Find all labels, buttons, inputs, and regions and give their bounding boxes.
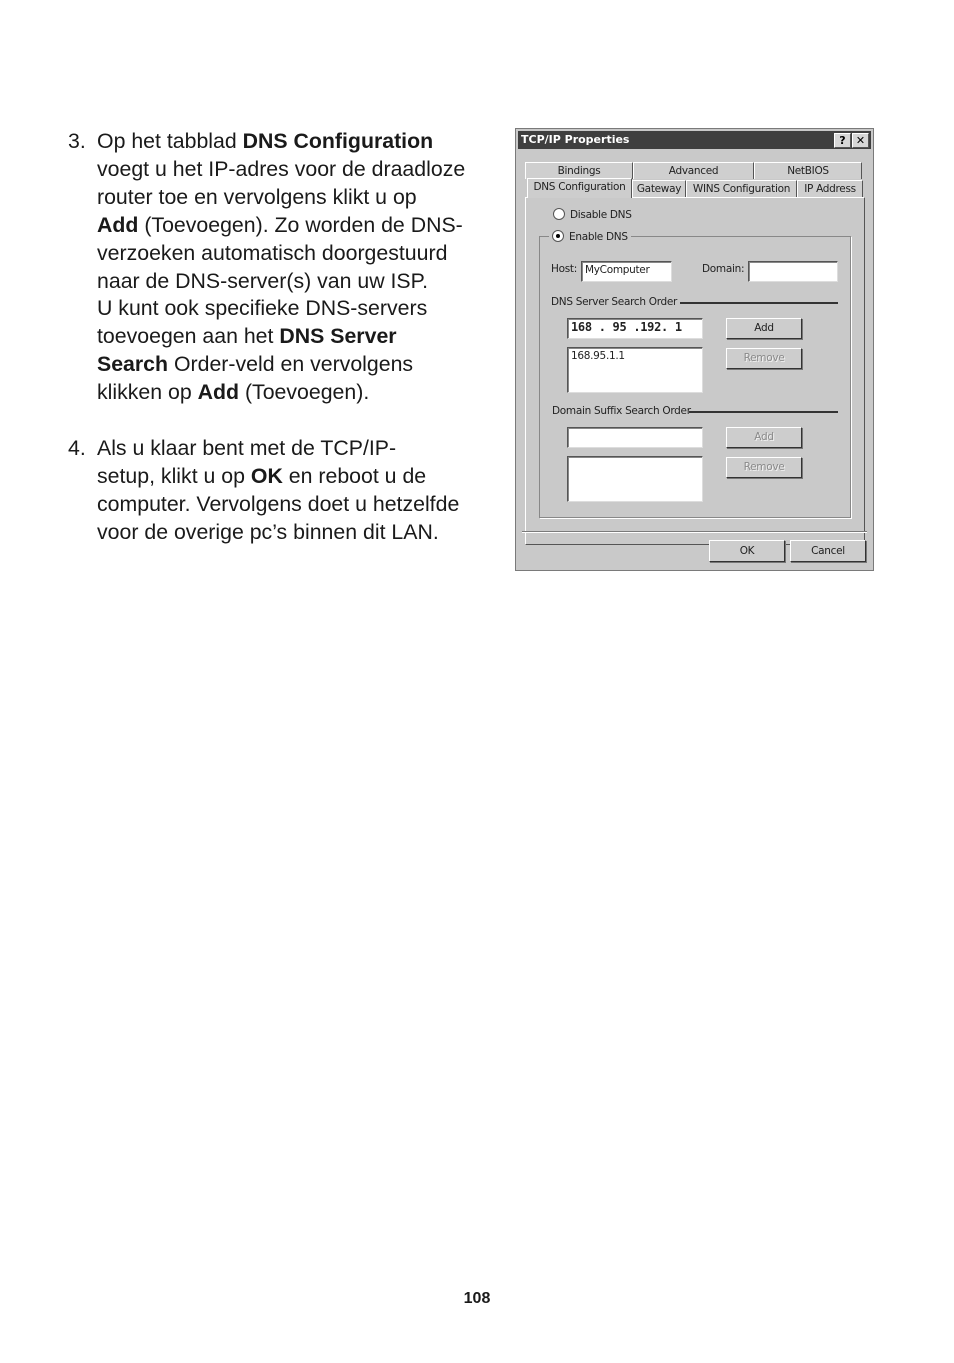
text-line (97, 156, 508, 184)
text-line (97, 212, 508, 240)
bold-text: DNS Server (279, 324, 397, 349)
step-number: 4. (68, 436, 86, 461)
bold-text: Add (197, 380, 240, 405)
text-run: computer. Vervolgens doet u hetzelfde (97, 491, 460, 516)
text-run: (Toevoegen). (239, 380, 370, 405)
remove-dns-button[interactable]: Remove (726, 348, 802, 369)
tcpip-properties-dialog (515, 128, 874, 571)
tab-ip-address[interactable]: IP Address (797, 180, 863, 197)
text-run: Als u klaar bent met de TCP/IP- (97, 436, 397, 461)
text-line (97, 435, 508, 463)
disable-dns-radio[interactable] (553, 208, 565, 220)
disable-dns-option[interactable] (553, 208, 632, 222)
text-line (97, 491, 508, 519)
instruction-step (68, 435, 508, 547)
text-line (97, 268, 508, 296)
domain-label: Domain: (702, 263, 745, 275)
bold-text: DNS Configuration (242, 129, 434, 153)
text-run: voegt u het IP-adres voor de draadloze (97, 156, 466, 181)
tab-gateway[interactable]: Gateway (632, 180, 686, 197)
tab-dns-configuration[interactable]: DNS Configuration (527, 178, 632, 198)
step-text (97, 435, 508, 547)
add-suffix-button[interactable]: Add (726, 427, 802, 448)
bold-text: OK (250, 463, 283, 488)
text-line (97, 295, 508, 323)
page-number: 108 (463, 1290, 491, 1307)
tab-netbios[interactable]: NetBIOS (754, 162, 862, 179)
enable-dns-radio[interactable] (552, 230, 564, 242)
enable-dns-option[interactable] (549, 230, 631, 244)
text-run: Order-veld en vervolgens (168, 352, 414, 377)
dialog-title-bar (518, 131, 871, 149)
disable-dns-label: Disable DNS (570, 209, 632, 221)
instruction-list (68, 128, 508, 547)
dns-server-list[interactable] (567, 347, 703, 393)
remove-suffix-button[interactable]: Remove (726, 457, 802, 478)
host-field[interactable]: MyComputer (581, 261, 672, 282)
text-run: (Toevoegen). Zo worden de DNS- (138, 212, 463, 237)
suffix-input[interactable] (567, 427, 703, 448)
text-run: Op het tabblad (97, 129, 243, 153)
text-line (97, 379, 508, 407)
text-run: klikken op (97, 380, 198, 405)
text-run: verzoeken automatisch doorgestuurd (97, 240, 448, 265)
dns-server-input[interactable]: 168 . 95 .192. 1 (567, 318, 703, 339)
dialog-title: TCP/IP Properties (521, 133, 630, 146)
step-number: 3. (68, 129, 86, 153)
bold-text: Add (97, 212, 139, 237)
tab-advanced[interactable]: Advanced (633, 162, 754, 179)
text-line (97, 519, 508, 547)
section-divider (680, 302, 838, 304)
add-dns-button[interactable]: Add (726, 318, 802, 339)
text-line (97, 184, 508, 212)
cancel-button[interactable]: Cancel (790, 540, 866, 562)
ok-button[interactable]: OK (709, 540, 785, 562)
text-run: naar de DNS-server(s) van uw ISP. (97, 268, 429, 293)
text-run: setup, klikt u op (97, 463, 251, 488)
text-run: U kunt ook specifieke DNS-servers (97, 296, 428, 321)
section-divider (689, 411, 838, 413)
dialog-divider (522, 531, 867, 533)
domain-field[interactable] (748, 261, 838, 282)
dns-server-list-item[interactable]: 168.95.1.1 (571, 350, 625, 362)
text-line (97, 323, 508, 351)
host-label: Host: (551, 263, 577, 275)
text-run: router toe en vervolgens klikt u op (97, 184, 417, 209)
enable-dns-label: Enable DNS (569, 231, 628, 243)
text-run: toevoegen aan het (97, 324, 280, 349)
domain-suffix-label: Domain Suffix Search Order (552, 405, 691, 417)
suffix-list[interactable] (567, 456, 703, 502)
text-line (97, 351, 508, 379)
close-icon[interactable]: ✕ (852, 133, 869, 148)
text-line (97, 128, 508, 156)
instruction-step (68, 128, 508, 407)
step-text (97, 128, 508, 407)
text-line (97, 463, 508, 491)
dns-search-order-label: DNS Server Search Order (551, 296, 678, 308)
text-run: voor de overige pc’s binnen dit LAN. (97, 519, 439, 544)
text-run: en reboot u de (282, 463, 427, 488)
text-line (97, 240, 508, 268)
tab-bindings[interactable]: Bindings (525, 162, 633, 179)
tab-wins-configuration[interactable]: WINS Configuration (686, 180, 797, 197)
help-icon[interactable]: ? (834, 133, 851, 148)
bold-text: Search (97, 352, 169, 377)
